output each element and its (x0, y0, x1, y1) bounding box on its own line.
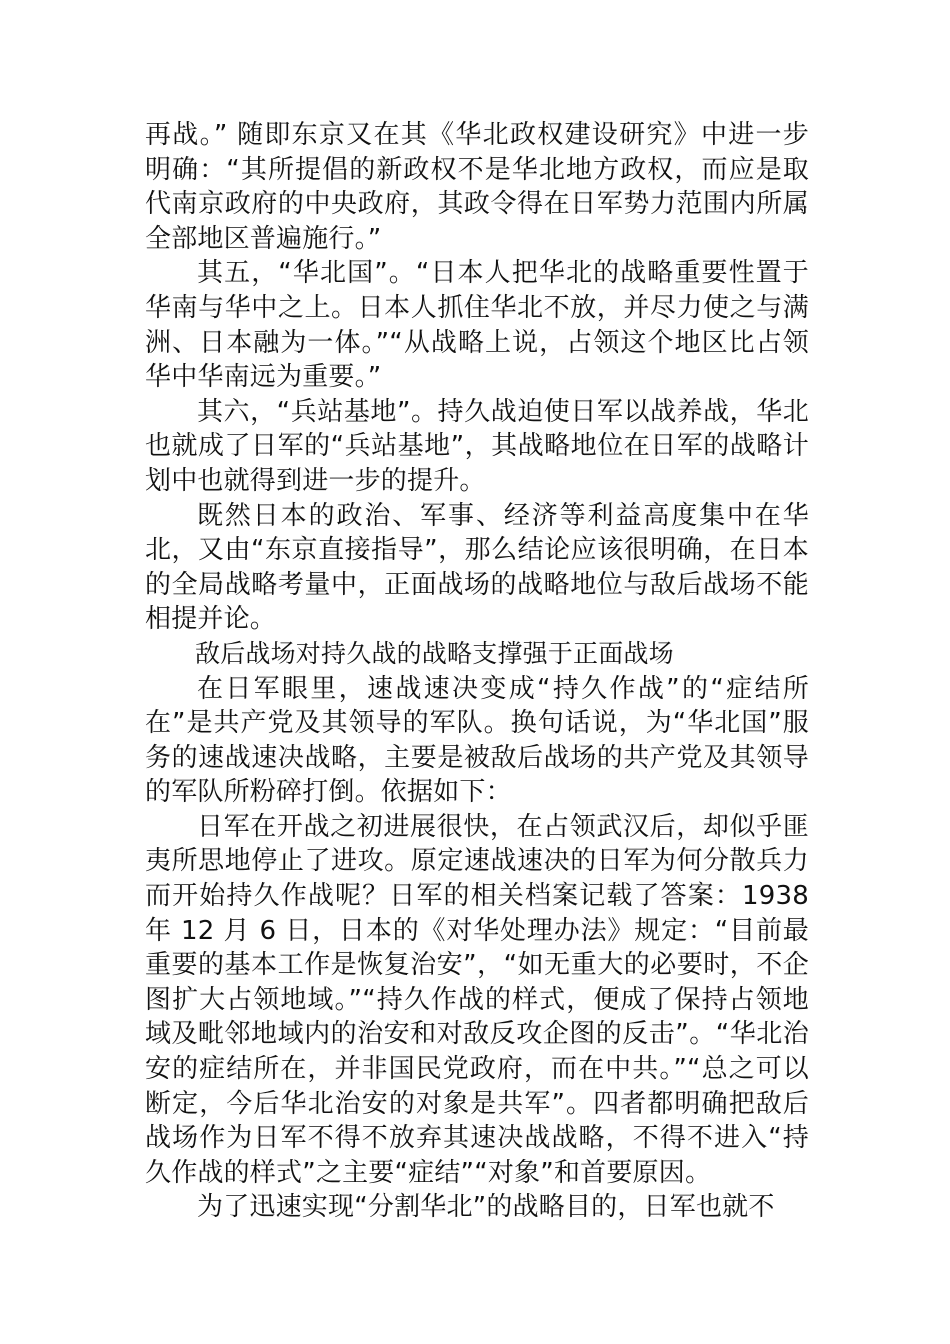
paragraph-final: 为了迅速实现“分割华北”的战略目的，日军也就不 (197, 1192, 775, 1223)
paragraph-point-six: 其六，“兵站基地”。持久战迫使日军以战养战，华北也就成了日军的“兵站基地”，其战略地位在日军的战略计划中也就得到进一步的提升。 (145, 396, 809, 496)
paragraph-conclusion: 既然日本的政治、军事、经济等利益高度集中在华北，又由“东京直接指导”，那么结论应该很明确，在日本的全局战略考量中，正面战场的战略地位与敌后战场不能相提并论。 (145, 500, 809, 635)
paragraph-evidence: 日军在开战之初进展很快，在占领武汉后，却似乎匪夷所思地停止了进攻。原定速战速决的日军为何分散兵力而开始持久作战呢？日军的相关档案记载了答案：1938 年 12 月 6 日，日本的《对华处理办法》规定：“目前最重要的基本工作是恢复治安”，“如无重大的必要时，不企图扩大占领地域。”“持久作战的样式，便成了保持占领地域及毗邻地域内的治安和对敌反攻企图的反击”。“华北治安的症结所在，并非国民党政府，而在中共。”“总之可以断定，今后华北治安的对象是共军”。四者都明确把敌后战场作为日军不得不放弃其速决战战略，不得不进入“持久作战的样式”之主要“症结”“对象”和首要原因。 (145, 811, 809, 1188)
section-heading: 敌后战场对持久战的战略支撑强于正面战场 (195, 638, 674, 668)
paragraph-point-five: 其五，“华北国”。“日本人把华北的战略重要性置于华南与华中之上。日本人抓住华北不放，并尽力使之与满洲、日本融为一体。”“从战略上说，占领这个地区比占领华中华南远为重要。” (145, 258, 809, 393)
paragraph-intro: 在日军眼里，速战速决变成“持久作战”的“症结所在”是共产党及其领导的军队。换句话说，为“华北国”服务的速战速决战略，主要是被敌后战场的共产党及其领导的军队所粉碎打倒。依据如下： (145, 673, 809, 808)
paragraph-continuation: 再战。” 随即东京又在其《华北政权建设研究》中进一步明确：“其所提倡的新政权不是华北地方政权，而应是取代南京政府的中央政府，其政令得在日军势力范围内所属全部地区普遍施行。” (145, 120, 809, 254)
document-page (145, 118, 809, 1225)
